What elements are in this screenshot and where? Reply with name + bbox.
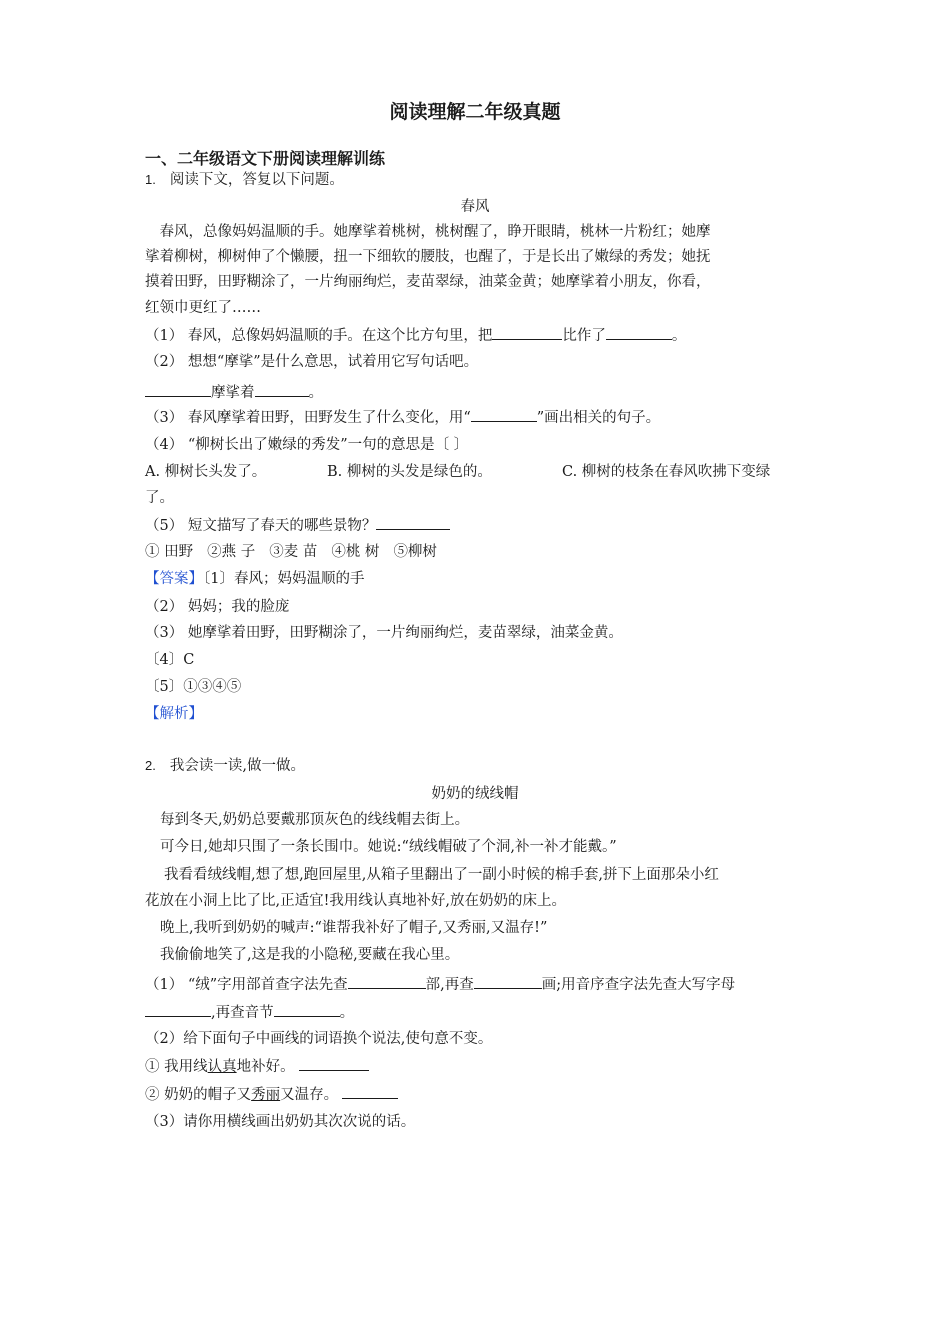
underlined-word: 秀丽 <box>251 1087 281 1103</box>
q2-sub1-text: （1） “绒”字用部首查字法先查 <box>145 977 348 993</box>
q1-answer-4: 〔4〕C <box>145 652 195 668</box>
q2-sub1-text: ,再查音节 <box>211 1005 274 1021</box>
q1-number: 1. <box>145 172 156 187</box>
answer-blank[interactable] <box>492 325 562 340</box>
analysis-label: 【解析】 <box>145 706 203 722</box>
q2-sub2-item2 <box>145 1084 398 1105</box>
q2-sub2: （2）给下面句子中画线的词语换个说法,使句意不变。 <box>145 1031 493 1047</box>
q2-passage-line: 每到冬天,奶奶总要戴那顶灰色的线线帽去街上。 <box>160 812 470 828</box>
q2-sub1-text: 。 <box>339 1005 355 1021</box>
q1-sub3-text: ”画出相关的句子。 <box>536 410 661 426</box>
q1-sub4: （4） “柳树长出了嫩绿的秀发”一句的意思是〔 〕 <box>145 437 469 453</box>
q1-sub2: （2） 想想“摩挲”是什么意思，试着用它写句话吧。 <box>145 354 479 370</box>
answer-blank[interactable] <box>299 1056 369 1071</box>
choice-item: ②燕 子 <box>207 544 256 560</box>
answer-text: 〔1〕春风；妈妈温顺的手 <box>203 571 365 587</box>
q1-answer-3: （3） 她摩挲着田野，田野糊涂了，一片绚丽绚烂，麦苗翠绿，油菜金黄。 <box>145 625 623 641</box>
q2-passage-line: 花放在小洞上比了比,正适宜!我用线认真地补好,放在奶奶的床上。 <box>145 893 567 909</box>
answer-blank[interactable] <box>274 1002 340 1017</box>
q2-sub2-text: ① 我用线 <box>145 1059 208 1075</box>
q1-passage-line: 春风，总像妈妈温顺的手。她摩挲着桃树，桃树醒了，睁开眼睛，桃林一片粉红；她摩 <box>145 224 711 240</box>
choice-item: ⑤柳树 <box>393 544 437 560</box>
q2-sub2-text: ② 奶奶的帽子又 <box>145 1087 252 1103</box>
q1-sub2-text: 摩挲着 <box>211 385 255 401</box>
q2-sub2-text: 又温存。 <box>280 1087 339 1103</box>
q1-sub2-text: 。 <box>308 385 323 401</box>
q1-prompt <box>145 170 344 190</box>
q2-passage-line: 我偷偷地笑了,这是我的小隐秘,要藏在我心里。 <box>160 947 460 963</box>
answer-blank[interactable] <box>342 1084 398 1099</box>
q2-passage-line: 可今日,她却只围了一条长围巾。她说:“绒线帽破了个洞,补一补才能戴。” <box>160 839 617 855</box>
q2-prompt <box>145 756 305 776</box>
q1-answer-2: （2） 妈妈；我的脸庞 <box>145 599 290 615</box>
q2-sub1 <box>145 974 735 995</box>
answer-blank[interactable] <box>471 407 537 422</box>
q2-passage-line: 晚上,我听到奶奶的喊声:“谁帮我补好了帽子,又秀丽,又温存!” <box>160 920 548 936</box>
underlined-word: 认真 <box>207 1059 237 1075</box>
answer-blank[interactable] <box>145 1002 211 1017</box>
page-title: 阅读理解二年级真题 <box>389 101 561 123</box>
q2-sub2-text: 地补好。 <box>236 1059 295 1075</box>
q2-sub1-text: 画;用音序查字法先查大写字母 <box>541 977 736 993</box>
q1-sub1-text: （1） 春风，总像妈妈温顺的手。在这个比方句里，把 <box>145 328 493 344</box>
q1-passage-line: 摸着田野，田野糊涂了，一片绚丽绚烂，麦苗翠绿，油菜金黄；她摩挲着小朋友，你看， <box>145 274 711 290</box>
answer-blank[interactable] <box>606 325 672 340</box>
q1-sub1-text: 。 <box>671 328 687 344</box>
q1-passage-title: 春风 <box>460 199 490 215</box>
q1-answer-5: 〔5〕①③④⑤ <box>145 679 242 695</box>
q2-sub3: （3）请你用横线画出奶奶其次次说的话。 <box>145 1114 416 1130</box>
answer-blank[interactable] <box>255 382 309 397</box>
q2-sub1-text: 部,再查 <box>425 977 474 993</box>
choice-item: ① 田野 <box>145 544 194 560</box>
q2-passage-title: 奶奶的绒线帽 <box>431 786 519 802</box>
q1-sub3-text: （3） 春风摩挲着田野，田野发生了什么变化，用“ <box>145 410 471 426</box>
answer-blank[interactable] <box>348 974 426 989</box>
q1-passage-line: 挲着柳树，柳树伸了个懒腰，扭一下细软的腰肢，也醒了，于是长出了嫩绿的秀发；她抚 <box>145 249 711 265</box>
q1-sub5-text: （5） 短文描写了春天的哪些景物？ <box>145 518 377 534</box>
q1-option-a: A. 柳树长头发了。 <box>145 464 267 480</box>
q1-sub1-text: 比作了 <box>562 328 606 344</box>
q1-sub2-fill <box>145 382 323 403</box>
choice-item: ③麦 苗 <box>269 544 318 560</box>
q1-answer-1 <box>145 569 364 589</box>
q2-sub2-item1 <box>145 1056 369 1077</box>
q2-prompt-text: 我会读一读,做一做。 <box>169 758 305 774</box>
choice-item: ④桃 树 <box>331 544 380 560</box>
q1-sub1 <box>145 325 686 346</box>
q1-prompt-text: 阅读下文，答复以下问题。 <box>169 172 344 188</box>
q1-option-b: B. 柳树的头发是绿色的。 <box>327 464 492 480</box>
q1-option-c: C. 柳树的枝条在春风吹拂下变绿 <box>562 464 771 480</box>
answer-blank[interactable] <box>376 515 450 530</box>
q2-passage-line: 我看看绒线帽,想了想,跑回屋里,从箱子里翻出了一副小时候的棉手套,拼下上面那朵小红 <box>164 867 719 883</box>
answer-blank[interactable] <box>474 974 542 989</box>
answer-label: 【答案】 <box>145 571 203 587</box>
q1-choices <box>145 542 451 562</box>
q2-sub1-cont <box>145 1002 354 1023</box>
q1-passage-line: 红领巾更红了…… <box>145 300 261 316</box>
answer-blank[interactable] <box>145 382 211 397</box>
section-heading: 一、二年级语文下册阅读理解训练 <box>145 149 386 168</box>
q1-sub3 <box>145 407 660 428</box>
q2-number: 2. <box>145 758 156 773</box>
q1-option-c-cont: 了。 <box>145 490 174 506</box>
q1-sub5 <box>145 515 450 536</box>
